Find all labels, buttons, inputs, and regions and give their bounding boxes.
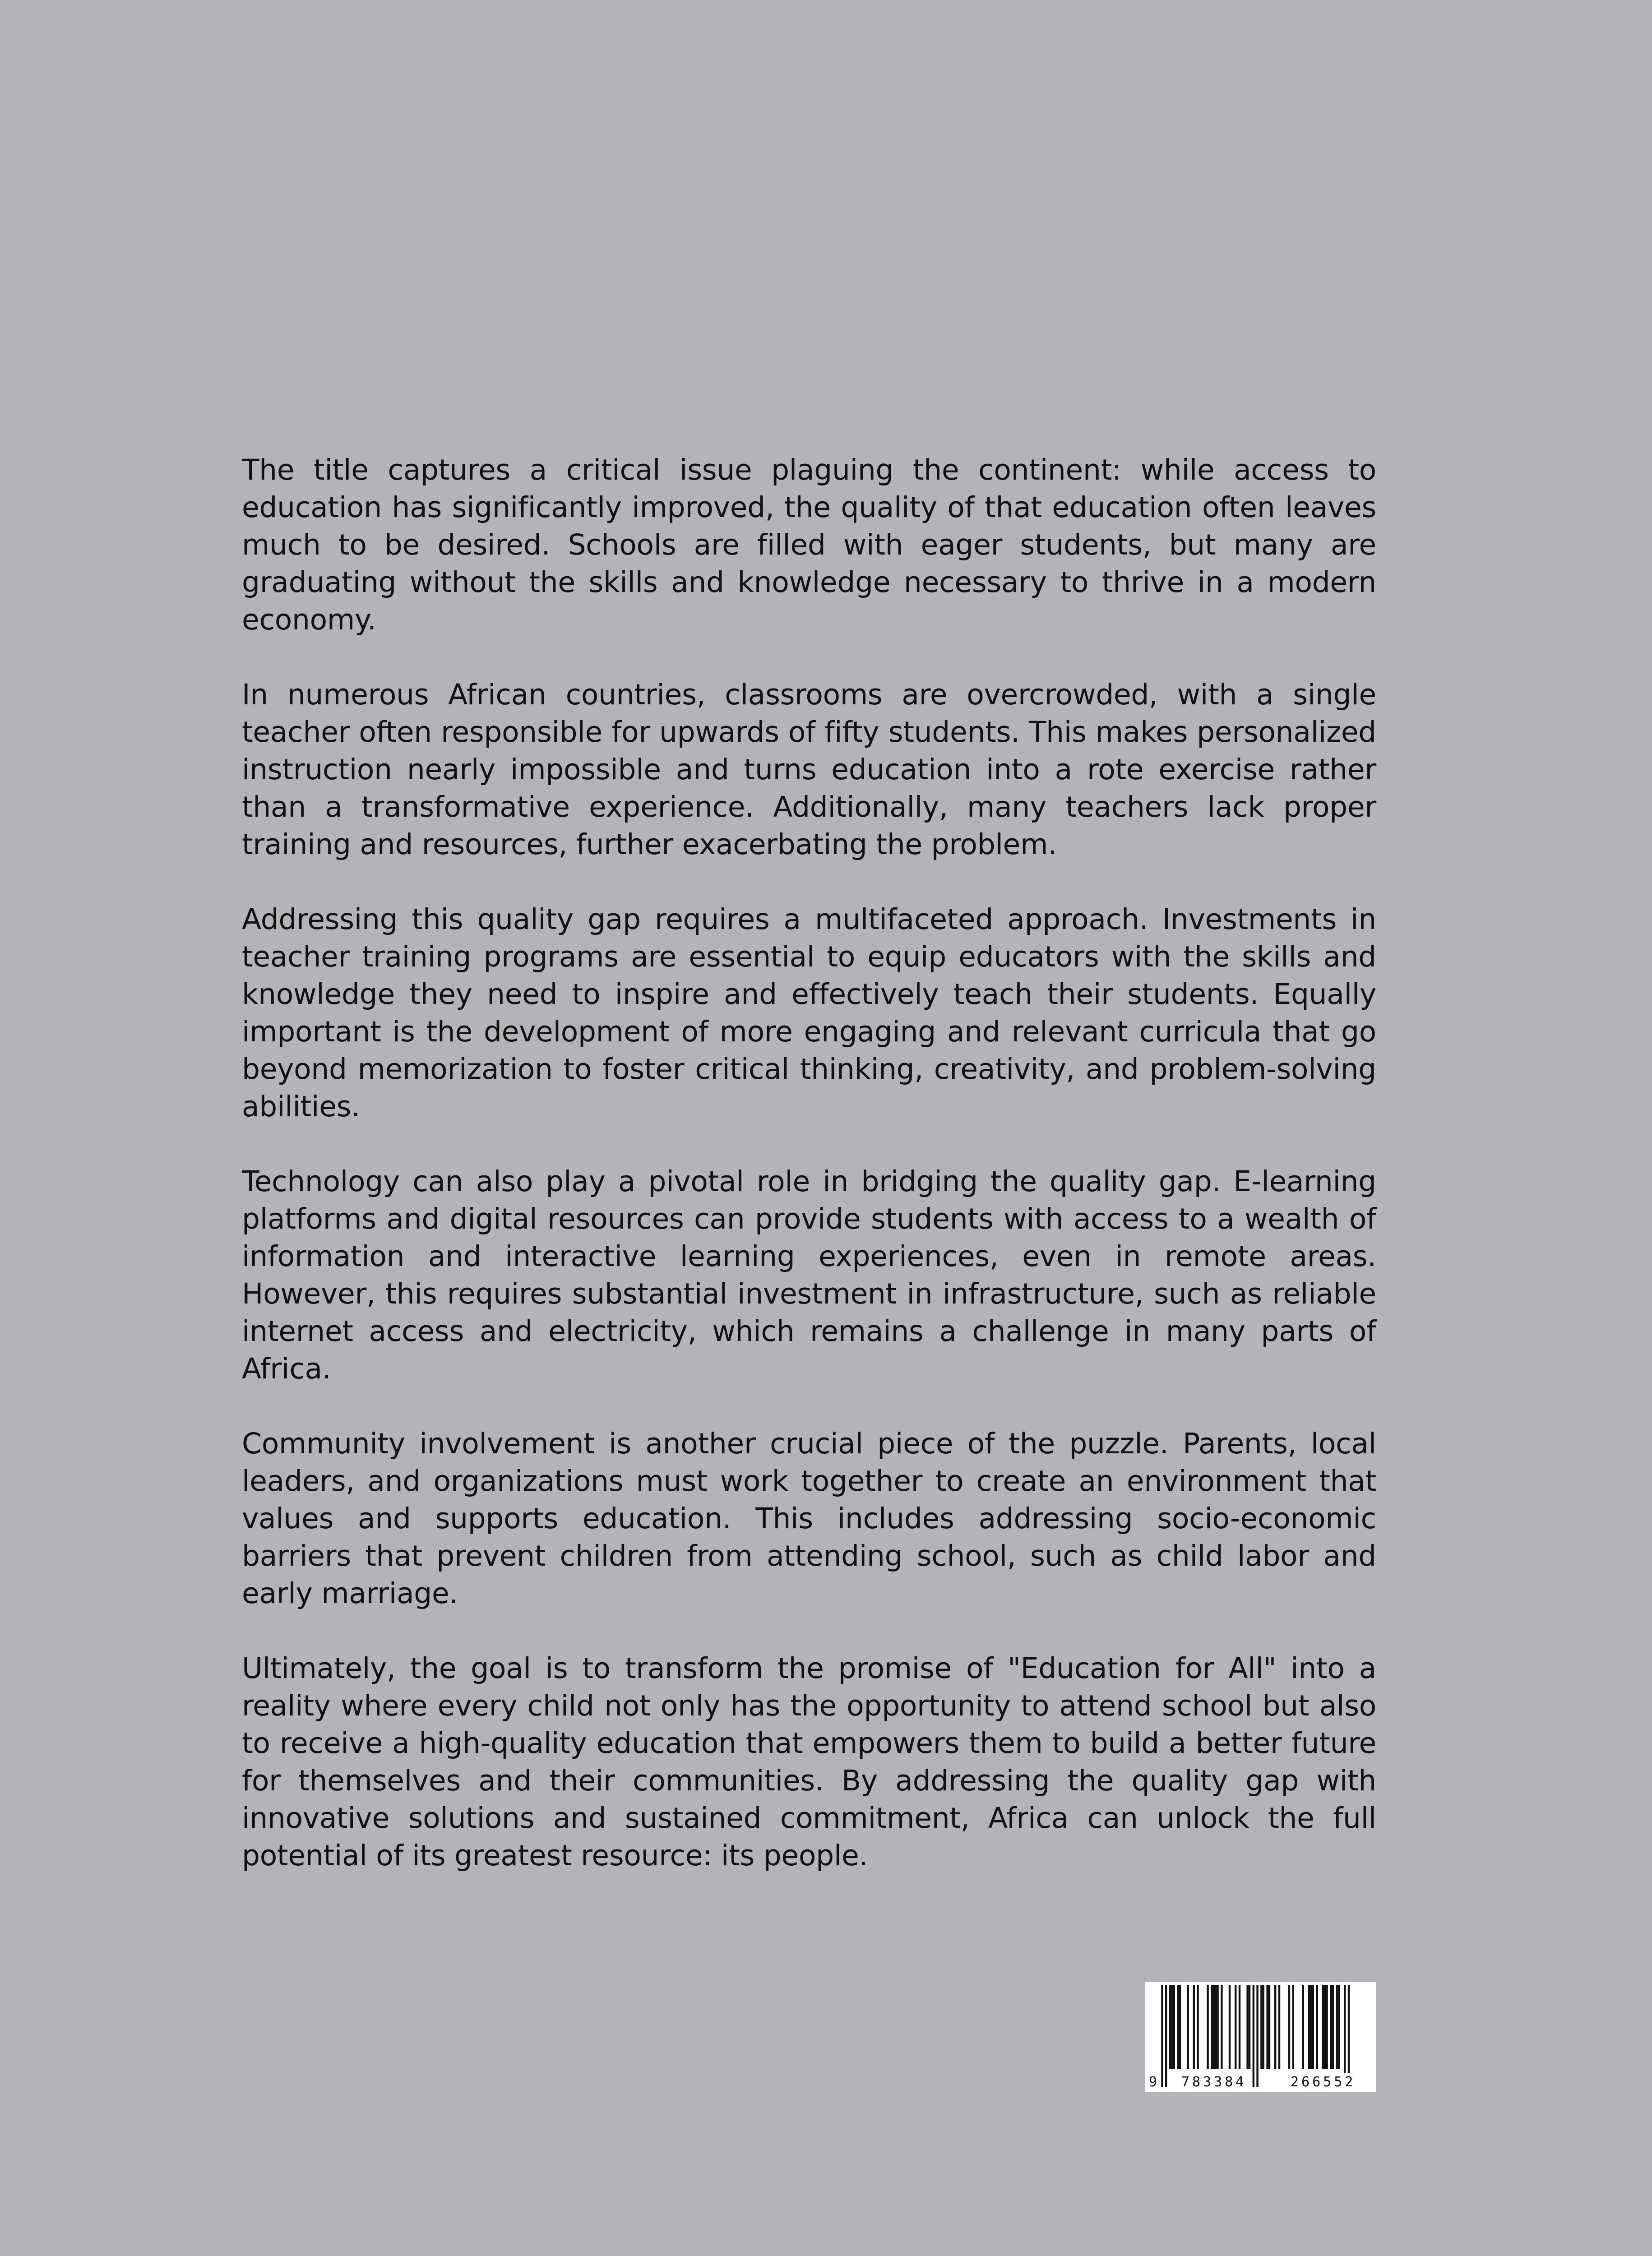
barcode-bar	[1266, 1985, 1268, 2069]
barcode-bar	[1308, 1985, 1310, 2069]
barcode-bar	[1197, 1985, 1199, 2069]
barcode-guard-bar	[1256, 1985, 1258, 2087]
barcode-bar	[1330, 1985, 1332, 2069]
barcode-right-group: 266552	[1289, 2073, 1357, 2091]
barcode-bar	[1173, 1985, 1175, 2069]
barcode-bar	[1274, 1985, 1276, 2069]
barcode-guard-bar	[1253, 1985, 1254, 2087]
barcode-bar	[1221, 1985, 1222, 2069]
barcode-bar	[1215, 1985, 1217, 2069]
barcode-bar	[1312, 1985, 1314, 2069]
barcode-bar	[1239, 1985, 1240, 2069]
barcode-bar	[1246, 1985, 1248, 2069]
paragraph-1: The title captures a critical issue plaguing the continent: while access to education has significantly improved, the quality of that education often leaves much to be desired. Schools are filled with eager students, but many are graduating without the skills and knowledge necessary to thrive in a modern economy.	[242, 453, 1376, 636]
barcode-bar	[1263, 1985, 1264, 2069]
barcode-first-digit: 9	[1147, 2073, 1159, 2091]
barcode-bar	[1179, 1985, 1181, 2069]
barcode-bar	[1260, 1985, 1262, 2069]
barcode-guard-bar	[1161, 1985, 1163, 2087]
barcode-bar	[1332, 1985, 1334, 2069]
barcode-bar	[1187, 1985, 1189, 2069]
barcode-bar	[1229, 1985, 1231, 2069]
barcode-guard-bar	[1344, 1985, 1346, 2087]
paragraph-2: In numerous African countries, classrooms are overcrowded, with a single teacher often responsible for upwards of fifty students. This makes personalized instruction nearly impossible and turns education into a rote exercise rather than a transformative experience. Additionally, many teachers lack proper training and resources, further exacerbating the problem.	[242, 678, 1376, 861]
barcode-bar	[1336, 1985, 1337, 2069]
barcode-bar	[1324, 1985, 1326, 2069]
barcode-bar	[1217, 1985, 1218, 2069]
barcode-bar	[1302, 1985, 1304, 2069]
barcode-bar	[1310, 1985, 1312, 2069]
barcode-bar	[1235, 1985, 1236, 2069]
barcode-bar	[1169, 1985, 1171, 2069]
barcode-left-group: 783384	[1180, 2073, 1248, 2091]
barcode-bar	[1322, 1985, 1324, 2069]
barcode-bar	[1278, 1985, 1280, 2069]
back-cover-text	[242, 451, 1376, 1874]
barcode-bar	[1288, 1985, 1290, 2069]
barcode-bar	[1292, 1985, 1294, 2069]
isbn-barcode	[1145, 1982, 1376, 2092]
paragraph-3: Addressing this quality gap requires a multifaceted approach. Investments in teacher training programs are essential to equip educators with the skills and knowledge they need to inspire and effectively teach their students. Equally important is the development of more engaging and relevant curricula that go beyond memorization to foster critical thinking, creativity, and problem-solving abilities.	[242, 903, 1376, 1123]
barcode-bar	[1326, 1985, 1328, 2069]
barcode-bar	[1249, 1985, 1250, 2069]
barcode-bar	[1211, 1985, 1212, 2069]
barcode-bar	[1171, 1985, 1173, 2069]
barcode-bar	[1213, 1985, 1215, 2069]
barcode-bar	[1177, 1985, 1179, 2069]
barcode-guard-bar	[1348, 1985, 1350, 2087]
barcode-guard-bar	[1165, 1985, 1167, 2087]
barcode-bar	[1193, 1985, 1195, 2069]
paragraph-5: Community involvement is another crucial piece of the puzzle. Parents, local leaders, and organizations must work together to create an environment that values and supports education. This includes addressing socio-economic barriers that prevent children from attending school, such as child labor and early marriage.	[242, 1427, 1376, 1610]
paragraph-6: Ultimately, the goal is to transform the promise of "Education for All" into a reality where every child not only has the opportunity to attend school but also to receive a high-quality education that empowers them to build a better future for themselves and their communities. By addressing the quality gap with innovative solutions and sustained commitment, Africa can unlock the full potential of its greatest resource: its people.	[242, 1652, 1376, 1872]
paragraph-4: Technology can also play a pivotal role in bridging the quality gap. E-learning platforms and digital resources can provide students with access to a wealth of information and interactive learning experiences, even in remote areas. However, this requires substantial investment in infrastructure, such as reliable internet access and electricity, which remains a challenge in many parts of Africa.	[242, 1165, 1376, 1385]
barcode-bar	[1316, 1985, 1318, 2069]
barcode-bar	[1207, 1985, 1208, 2069]
barcode-bar	[1338, 1985, 1340, 2069]
barcode-bar	[1268, 1985, 1270, 2069]
barcode-digits	[1145, 2073, 1376, 2091]
